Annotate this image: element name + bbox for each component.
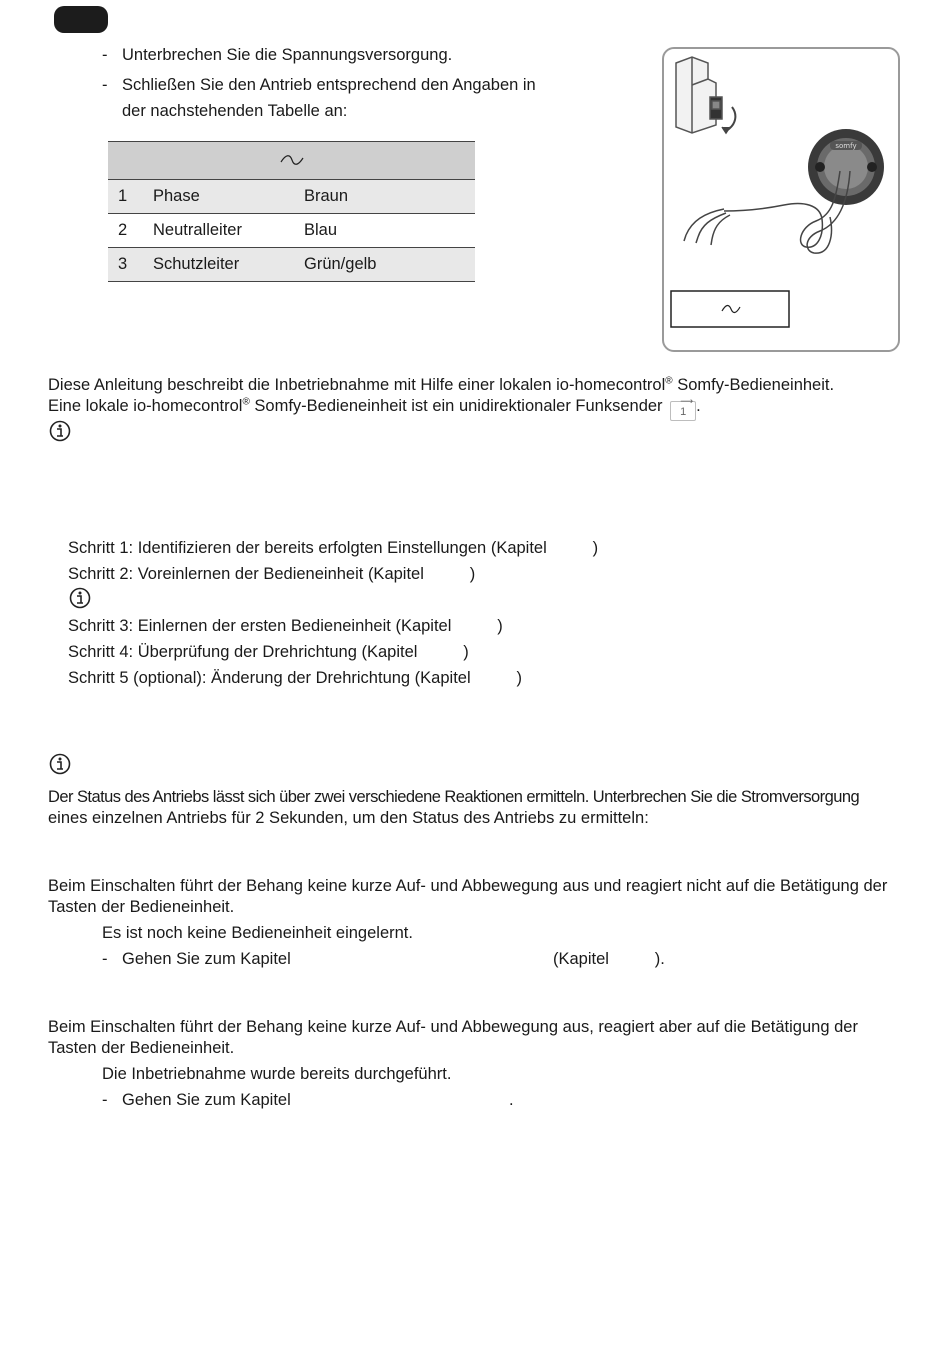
table-row: 1 Phase Braun <box>108 180 475 214</box>
ac-symbol <box>108 142 475 180</box>
case2-action: - Gehen Sie zum Kapitel <box>102 1091 291 1109</box>
ac-wave-icon <box>280 155 304 165</box>
info-icon <box>49 420 71 442</box>
commissioning-step-4: Schritt 4: Überprüfung der Drehrichtung (Kapitel ) <box>68 643 469 661</box>
wiring-table <box>108 141 475 282</box>
case2-description-line2: Tasten der Bedieneinheit. <box>48 1039 235 1057</box>
table-row: 3 Schutzleiter Grün/gelb <box>108 248 475 282</box>
info-icon <box>49 753 71 775</box>
case2-result: Die Inbetriebnahme wurde bereits durchgeführt. <box>102 1065 452 1083</box>
commissioning-step-2: Schritt 2: Voreinlernen der Bedieneinheit (Kapitel ) <box>68 565 476 583</box>
step-connect-motor-cont: der nachstehenden Tabelle an: <box>122 102 348 120</box>
step-disconnect-power: - Unterbrechen Sie die Spannungsversorgung. <box>102 46 453 64</box>
wiring-figure <box>662 47 900 352</box>
remote-button-1-icon: ⟶ 1 <box>670 401 696 421</box>
commissioning-step-5: Schritt 5 (optional): Änderung der Drehrichtung (Kapitel ) <box>68 669 522 687</box>
intro-paragraph-line2: Eine lokale io-homecontrol® Somfy-Bedieneinheit ist ein unidirektionaler Funksender ⟶ 1 . <box>48 396 701 421</box>
case1-description-line2: Tasten der Bedieneinheit. <box>48 898 235 916</box>
case1-result: Es ist noch keine Bedieneinheit eingelernt. <box>102 924 413 942</box>
case1-description-line1: Beim Einschalten führt der Behang keine kurze Auf- und Abbewegung aus und reagiert nicht auf die Betätigung der <box>48 877 888 895</box>
table-row: 2 Neutralleiter Blau <box>108 214 475 248</box>
case2-description-line1: Beim Einschalten führt der Behang keine kurze Auf- und Abbewegung aus, reagiert aber auf die Betätigung der <box>48 1018 858 1036</box>
step-connect-motor: - Schließen Sie den Antrieb entsprechend den Angaben in <box>102 76 536 94</box>
commissioning-step-3: Schritt 3: Einlernen der ersten Bedieneinheit (Kapitel ) <box>68 617 503 635</box>
wiring-table-header <box>108 142 475 180</box>
status-paragraph-line1: Der Status des Antriebs lässt sich über zwei verschiedene Reaktionen ermitteln. Unterbrechen Sie die Stromversorgung <box>48 788 860 806</box>
intro-paragraph-line1: Diese Anleitung beschreibt die Inbetriebnahme mit Hilfe einer lokalen io-homecontrol® Somfy-Bedieneinheit. <box>48 375 835 394</box>
case2-action-end: . <box>509 1091 514 1109</box>
status-paragraph-line2: eines einzelnen Antriebs für 2 Sekunden, um den Status des Antriebs zu ermitteln: <box>48 809 649 827</box>
case1-action: - Gehen Sie zum Kapitel <box>102 950 291 968</box>
case1-action-reference: (Kapitel ). <box>553 950 665 968</box>
motor-wiring-illustration <box>664 49 898 350</box>
language-tab <box>54 6 108 33</box>
commissioning-step-1: Schritt 1: Identifizieren der bereits erfolgten Einstellungen (Kapitel ) <box>68 539 599 557</box>
info-icon <box>69 587 91 609</box>
power-supply-box <box>671 291 789 327</box>
circuit-breaker-icon <box>676 57 735 133</box>
brand-logo: somfy <box>835 142 857 150</box>
